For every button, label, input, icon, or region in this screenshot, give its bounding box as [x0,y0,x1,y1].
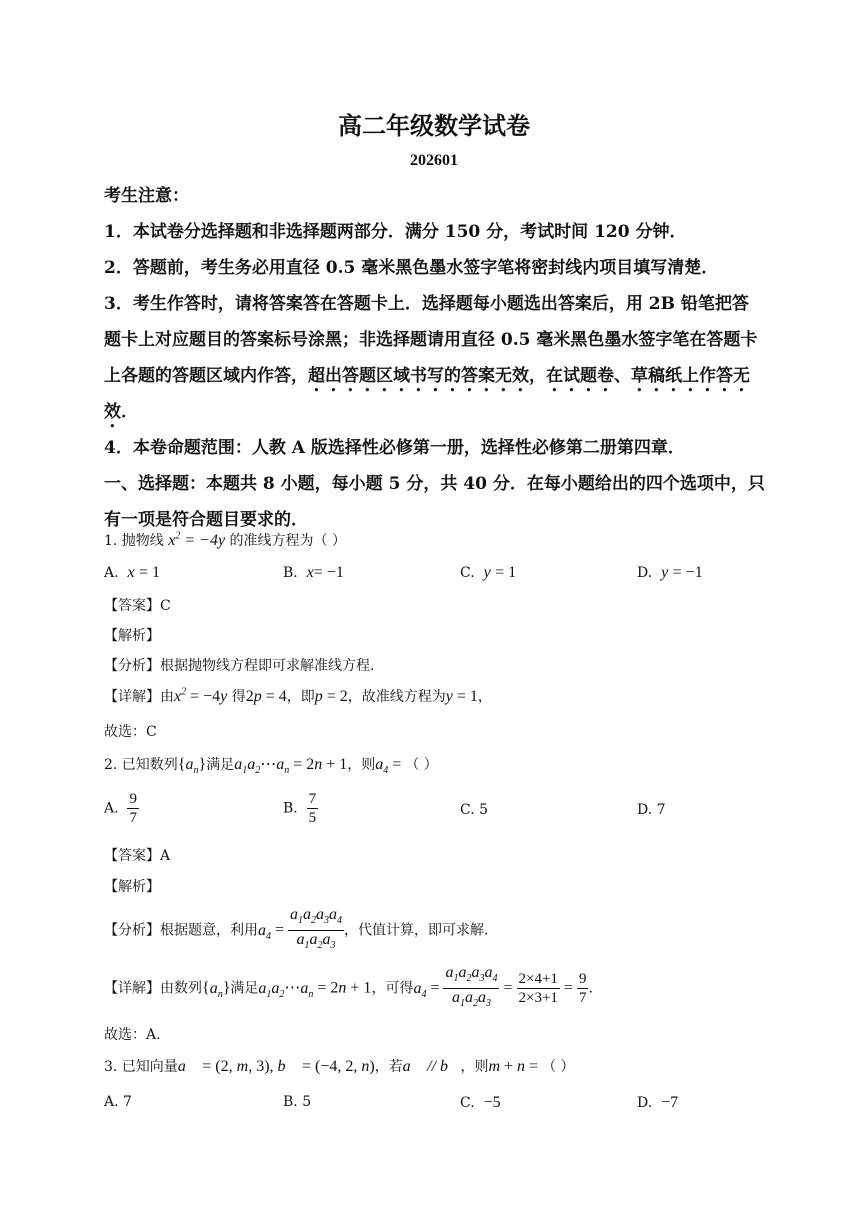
q1-formula: $x^2 = -4y$ [168,530,226,549]
q3-option-c: C. −5 [460,1094,501,1111]
q3-option-d: D. −7 [637,1094,679,1111]
q1-option-d: D. y = −1 [637,564,703,581]
notice-item-3-line2: 题卡上对应题目的答案标号涂黑；非选择题请用直径 0.5 毫米黑色墨水签字笔在答题卡 [104,330,758,350]
q1-answer: 【答案】C [104,598,171,614]
q2-option-d: D. 7 [637,802,666,818]
notice-heading: 考生注意： [104,186,189,206]
notice-line3-emphasis: 超出答题区域书写的答案无效，在试题卷、草稿纸上作答无 [308,366,750,386]
section-heading-line1: 一、选择题：本题共 8 小题，每小题 5 分，共 40 分．在每小题给出的四个选项中，只 [104,474,765,494]
notice-item-2: 2．答题前，考生务必用直径 0.5 毫米黑色墨水签字笔将密封线内项目填写清楚． [104,258,719,278]
q1-option-b: B. x= −1 [283,564,344,581]
q2-option-b: B. $\frac{7}{5}$ [283,791,317,826]
q1-analysis: 【分析】根据抛物线方程即可求解准线方程. [104,658,375,674]
q1-option-c: C. y = 1 [460,564,517,581]
notice-item-4: 4．本卷命题范围：人教 A 版选择性必修第一册，选择性必修第二册第四章． [104,438,685,458]
q2-choose: 故选：A. [104,1027,161,1043]
exam-code: 202601 [410,152,458,169]
q1-option-a: A. x = 1 [104,564,161,581]
q1-suffix: 的准线方程为（ ） [229,533,346,549]
q2-jiexi: 【解析】 [104,879,160,895]
q1-jiexi: 【解析】 [104,628,160,644]
page-title: 高二年级数学试卷 [338,111,530,140]
q2-detail: 【详解】由数列$\{a_n\}$满足$a_1a_2\cdots a_n = 2n + 1$，可得$a_4$ = $\frac{a_1a_2a_3a_4}{a_1a_2a_3}$ = $\frac{2\times 4+1}{2\times 3+1}$ = $\frac{9}{7}$ . [104,964,593,1010]
notice-item-3-line4 [104,394,768,432]
q2-option-a: A. $\frac{9}{7}$ [104,791,137,826]
section-heading-line2: 有一项是符合题目要求的． [104,510,308,530]
q1-prefix: 1. 抛物线 [104,533,164,549]
q3-stem: 3. 已知向量a⃗ = (2, m, 3), b⃗ = (−4, 2, n)，若a⃗ // b⃗，则m + n = （ ） [104,1058,575,1075]
q2-analysis: 【分析】根据题意，利用$a_4$ = $\frac{a_1a_2a_3a_4}{a_1a_2a_3}$ ，代值计算，即可求解. [104,906,489,952]
q2-answer: 【答案】A [104,848,171,864]
notice-line3-a: 上各题的答题区域内作答， [104,366,308,386]
q1-stem [104,530,346,550]
notice-item-3: 3．考生作答时，请将答案答在答题卡上．选择题每小题选出答案后，用 2B 铅笔把答 [104,294,749,314]
q1-detail: 【详解】由$x^2 = -4y$ 得2p = 4，即p = 2，故准线方程为y = 1， [104,686,492,705]
q2-stem: 2. 已知数列$\{a_n\}$满足$a_1a_2\cdots a_n = 2n + 1$，则$a_4$ = （ ） [104,756,438,777]
q3-option-a: A. 7 [104,1094,132,1110]
notice-line4-emphasis: 效． [104,402,138,422]
notice-item-1: 1．本试卷分选择题和非选择题两部分．满分 150 分，考试时间 120 分钟． [104,222,687,242]
q3-option-b: B. 5 [283,1094,312,1110]
notice-item-3-line3 [104,358,768,396]
q2-option-c: C. 5 [460,802,489,818]
q1-choose: 故选：C [104,724,157,740]
